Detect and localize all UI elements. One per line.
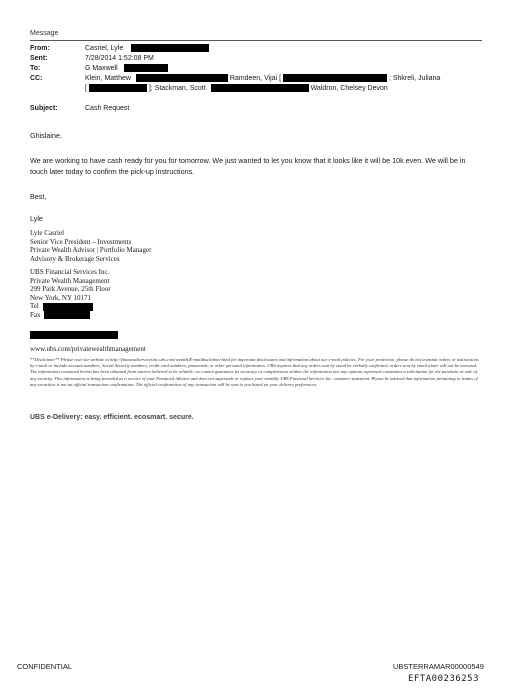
header-divider	[30, 40, 482, 41]
sig-dept: Advisory & Brokerage Services	[30, 254, 120, 263]
cc-name: Waldron, Chelsey Devon	[310, 85, 388, 92]
sent-value: 7/28/2014 1:52:08 PM	[85, 55, 154, 62]
subject-value: Cash Request	[85, 105, 130, 112]
company-name: UBS Financial Services Inc.	[30, 268, 110, 276]
message-label: Message	[30, 30, 59, 37]
sig-title: Senior Vice President – Investments	[30, 237, 132, 246]
email-disclaimer: **Disclaimer** Please visit our website at http://financialservicesinc.ubs.com/wealth/E-maildisclaimer.html for important disclosures and information about our e-mail policies. For your protection, please do not transmit orders or instructions by e-mail or include account numbers, Social Security numbers, credit card numbers, passwords, or other personal information. UBS requires that any orders sent by email be verbally confirmed, orders sent by email alone will not be executed. The information contained herein has been obtained from sources believed to be reliable, we cannot guarantee its accuracy or completeness neither the information nor any opinion expressed constitutes a solicitation for the purchase or sale of any security. This information is being provided as a service of your Financial Advisor and does not supersede or replace your monthly UBS Financial Services Inc. customer statement. Please be advised that information pertaining to trades of any securities is not an official transaction confirmation. The official confirmation of any transaction will be sent to you based on your delivery preferences.	[30, 357, 479, 387]
confidential-label: CONFIDENTIAL	[17, 662, 73, 671]
cc-name: ]; Stackman, Scott	[148, 85, 206, 92]
division-name: Private Wealth Management	[30, 276, 110, 285]
city-address: New York, NY 10171	[30, 293, 91, 302]
from-name: Casriel, Lyle	[85, 45, 124, 52]
tel-label: Tel	[30, 302, 39, 311]
cc-bracket: [	[85, 85, 87, 92]
sent-label: Sent:	[30, 55, 48, 62]
redaction-bar	[44, 311, 90, 319]
redaction-bar	[131, 44, 209, 52]
from-value	[85, 44, 209, 53]
closing: Best,	[30, 192, 47, 201]
address-block	[30, 268, 111, 320]
cc-line-1	[85, 74, 440, 83]
cc-line-2	[85, 84, 388, 93]
redaction-bar	[89, 84, 147, 92]
greeting: Ghislaine,	[30, 131, 62, 140]
cc-label: CC:	[30, 75, 43, 82]
redaction-bar	[43, 303, 93, 311]
to-label: To:	[30, 65, 41, 72]
from-label: From:	[30, 45, 50, 52]
efta-number: EFTA00236253	[408, 674, 480, 684]
edelivery-tagline: UBS e-Delivery: easy. efficient. ecosmart. secure.	[30, 414, 194, 421]
to-value	[85, 64, 168, 73]
signoff: Lyle	[30, 214, 43, 223]
sig-name: Lyle Casriel	[30, 229, 65, 237]
sig-role: Private Wealth Advisor | Portfolio Manager	[30, 246, 152, 255]
cc-name: Klein, Matthew	[85, 75, 131, 82]
fax-line	[30, 311, 111, 320]
bates-number: UBSTERRAMAR00000549	[393, 662, 484, 671]
tel-line	[30, 302, 111, 311]
message-body: We are working to have cash ready for you for tomorrow. We just wanted to let you know that it looks like it will be 10k even. We will be in touch later today to confirm the pick-up instructions.	[30, 156, 466, 176]
redaction-bar	[124, 64, 168, 72]
redaction-bar	[211, 84, 309, 92]
signature-block	[30, 229, 151, 263]
website-link[interactable]: www.ubs.com/privatewealthmanagement	[30, 345, 146, 353]
redaction-bar	[283, 74, 387, 82]
cc-name: ; Shkreli, Juliana	[388, 75, 441, 82]
subject-label: Subject:	[30, 105, 58, 112]
redaction-bar	[30, 331, 118, 339]
to-name: G Maxwell	[85, 65, 118, 72]
redaction-bar	[136, 74, 228, 82]
street-address: 299 Park Avenue, 25th Floor	[30, 285, 111, 294]
fax-label: Fax	[30, 310, 41, 319]
cc-name: Ramdeen, Vijai [	[229, 75, 282, 82]
